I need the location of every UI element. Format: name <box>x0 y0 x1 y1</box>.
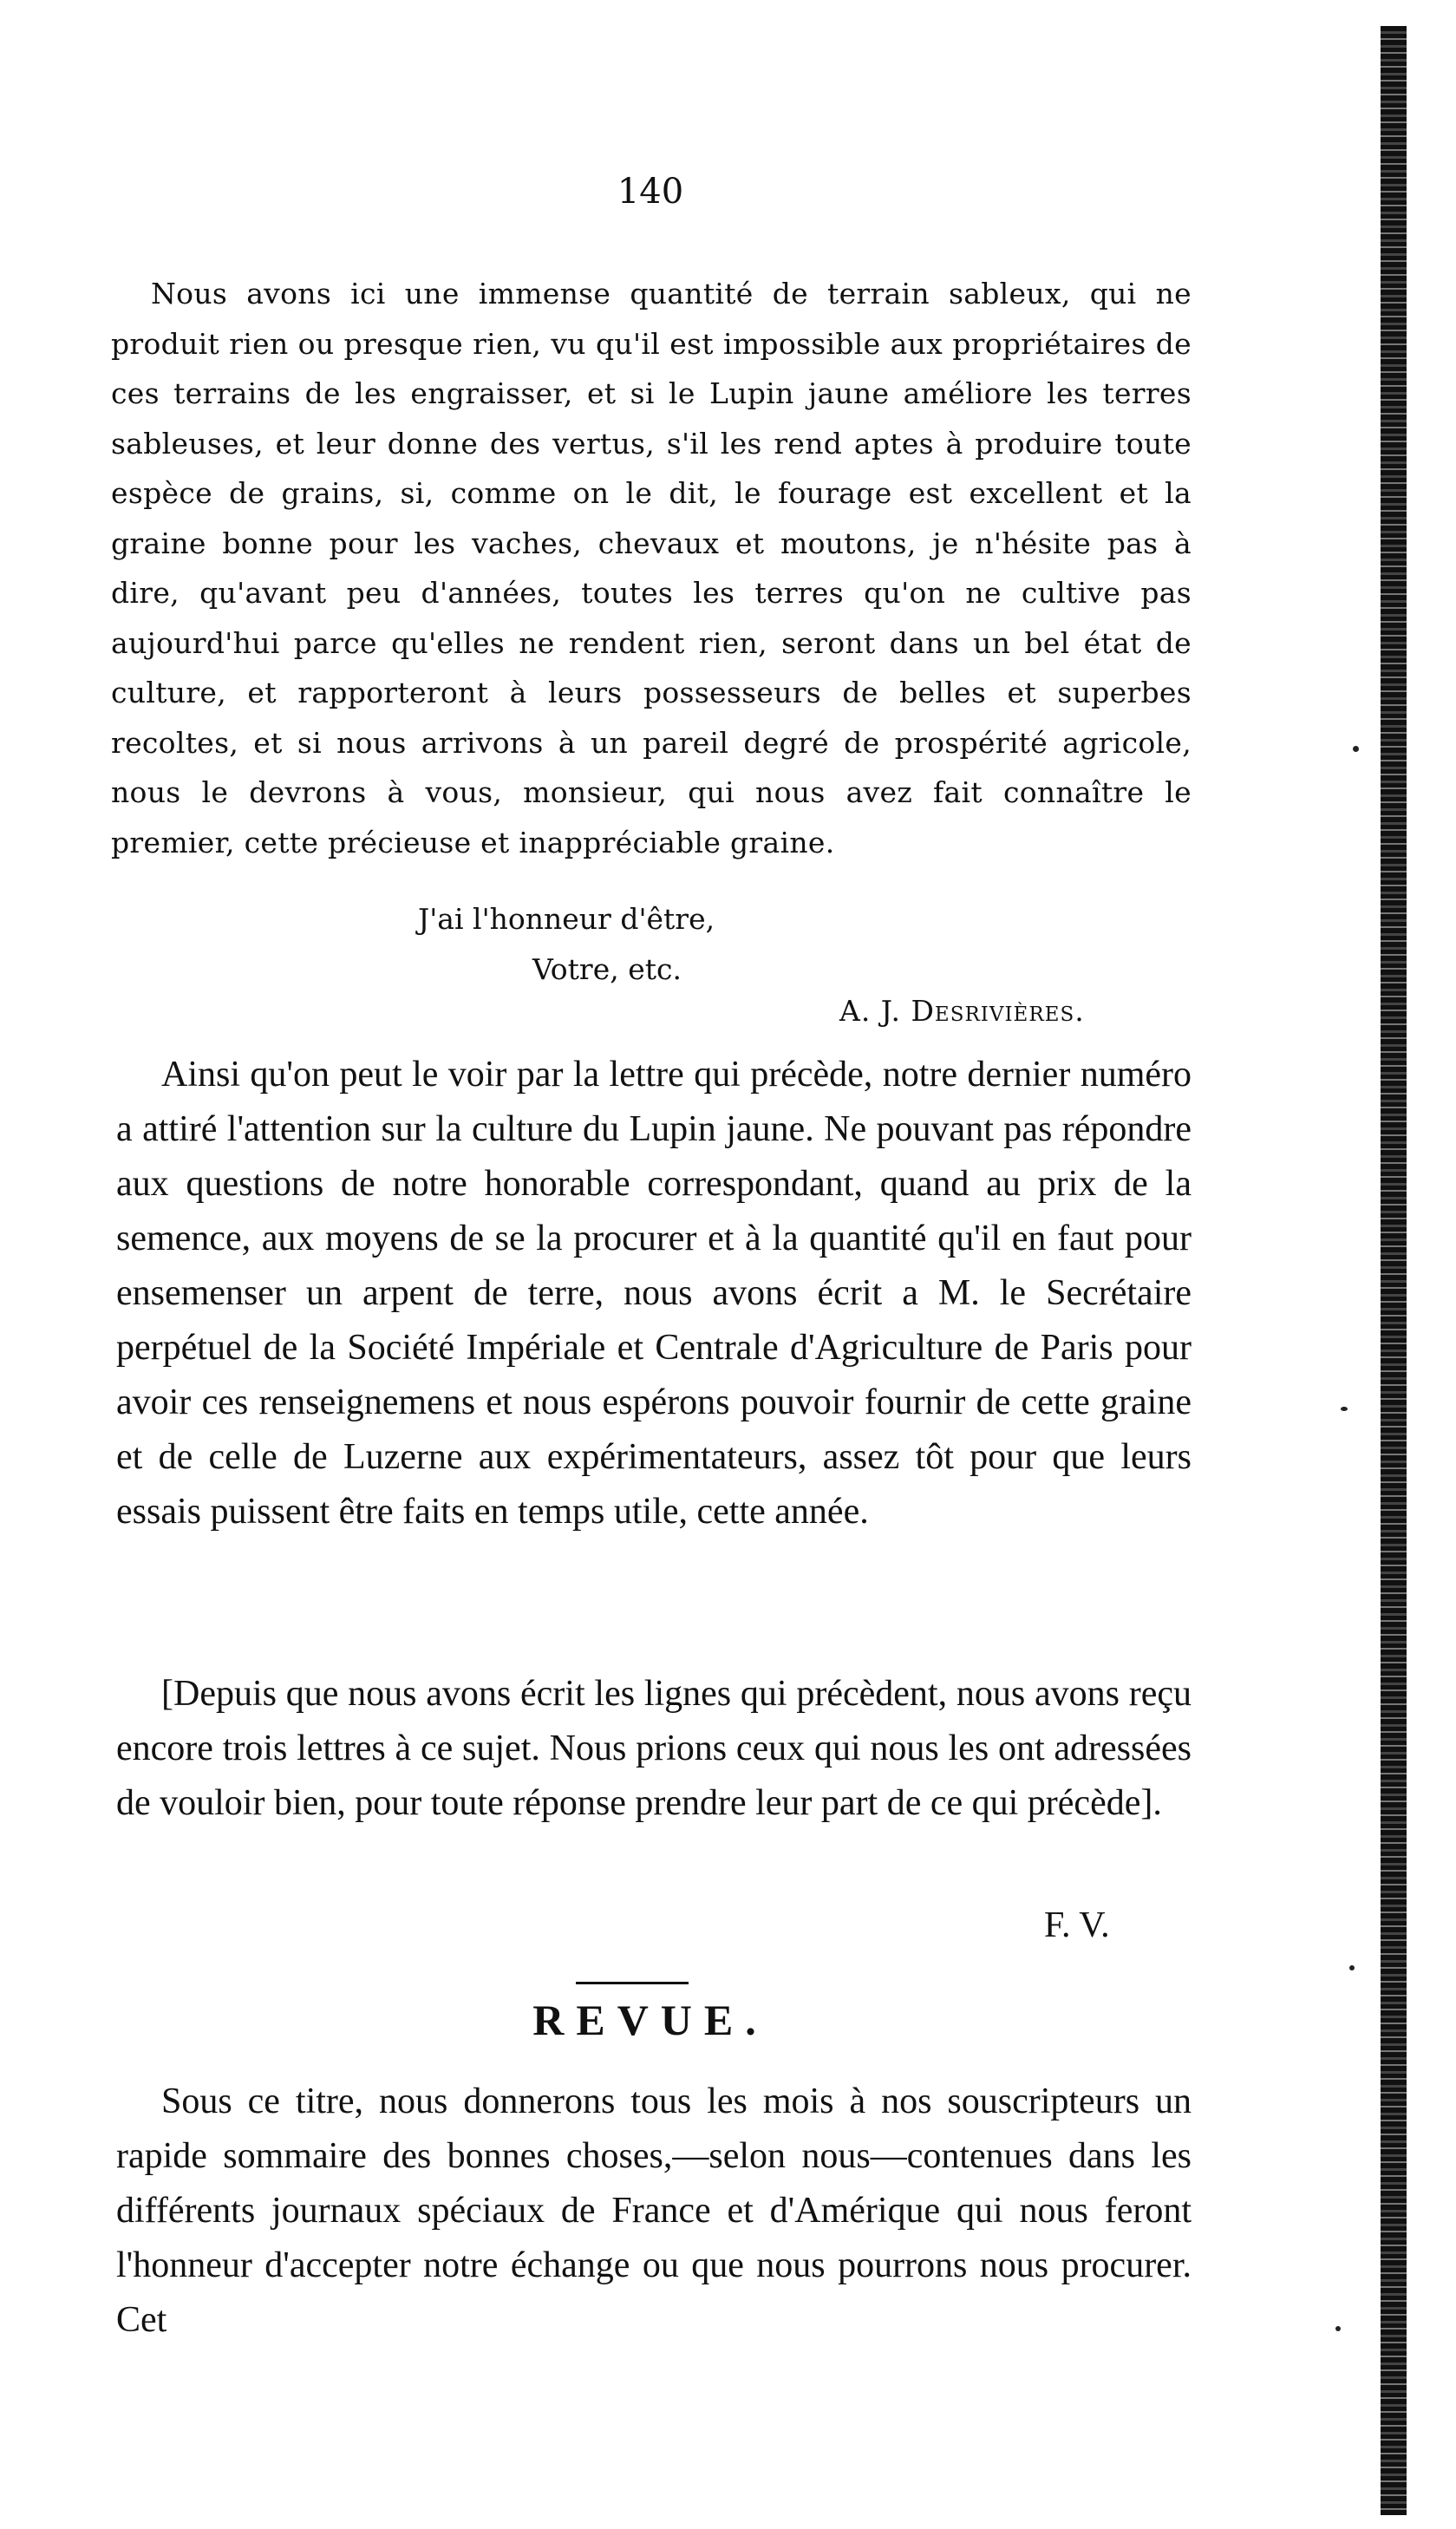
scan-speck <box>1335 2326 1341 2331</box>
scan-speck <box>1341 1407 1348 1411</box>
scanned-page-edge <box>1381 26 1407 2515</box>
letter-closing-formula: Votre, etc. <box>532 952 682 986</box>
scan-speck <box>1349 1965 1355 1970</box>
section-heading: REVUE. <box>532 1996 768 2044</box>
page-number: 140 <box>617 172 684 212</box>
letter-paragraph: Nous avons ici une immense quantité de terrain sableux, qui ne produit rien ou presque rien, vu qu'il est impossible aux propriétaires de ces terrains de les engraisser, et si le Lupin jaune améliore les terres sableuses, et leur donne des vertus, s'il les rend aptes à produire toute espèce de grains, si, comme on le dit, le fourage est excellent et la graine bonne pour les vaches, chevaux et moutons, je n'hésite pas à dire, qu'avant peu d'années, toutes les terres qu'on ne cultive pas aujourd'hui parce qu'elles ne rendent rien, seront dans un bel état de culture, et rapporteront à leurs possesseurs de belles et superbes recoltes, et si nous arrivons à un pareil degré de prospérité agricole, nous le devrons à vous, monsieur, qui nous avez fait connaître le premier, cette précieuse et inappréciable graine. <box>111 277 1192 859</box>
letter-signature: A. J. Desrivières. <box>839 994 1085 1028</box>
editor-paragraph-1: Ainsi qu'on peut le voir par la lettre qui précède, notre dernier numéro a attiré l'attention sur la culture du Lupin jaune. Ne pouvant pas répondre aux questions de notre honorable correspondant, quand au prix de la semence, aux moyens de se la procurer et à la quantité qu'il en faut pour ensemenser un arpent de terre, nous avons écrit a M. le Secrétaire perpétuel de la Société Impériale et Centrale d'Agriculture de Paris pour avoir ces renseignemens et nous espérons pouvoir fournir de cette graine et de celle de Luzerne aux expérimentateurs, assez tôt pour que leurs essais puissent être faits en temps utile, cette année. <box>116 1055 1192 1532</box>
letter-text <box>111 269 1192 867</box>
revue-paragraph-block <box>116 2075 1192 2348</box>
letter-closing: J'ai l'honneur d'être, <box>418 902 715 936</box>
scan-speck <box>1353 746 1359 752</box>
revue-paragraph: Sous ce titre, nous donnerons tous les mois à nos souscripteurs un rapide sommaire des bonnes choses,—selon nous—contenues dans les différents journaux spéciaux de France et d'Amérique qui nous feront l'honneur d'accepter notre échange ou que nous pourrons nous procurer. Cet <box>116 2081 1192 2340</box>
section-divider <box>576 1982 689 1984</box>
editor-initials: F. V. <box>1044 1905 1110 1945</box>
editor-paragraph-1-block <box>116 1048 1192 1539</box>
editor-paragraph-2: [Depuis que nous avons écrit les lignes qui précèdent, nous avons reçu encore trois lettres à ce sujet. Nous prions ceux qui nous les ont adressées de vouloir bien, pour toute réponse prendre leur part de ce qui précède]. <box>116 1674 1192 1823</box>
editor-paragraph-2-block <box>116 1667 1192 1831</box>
